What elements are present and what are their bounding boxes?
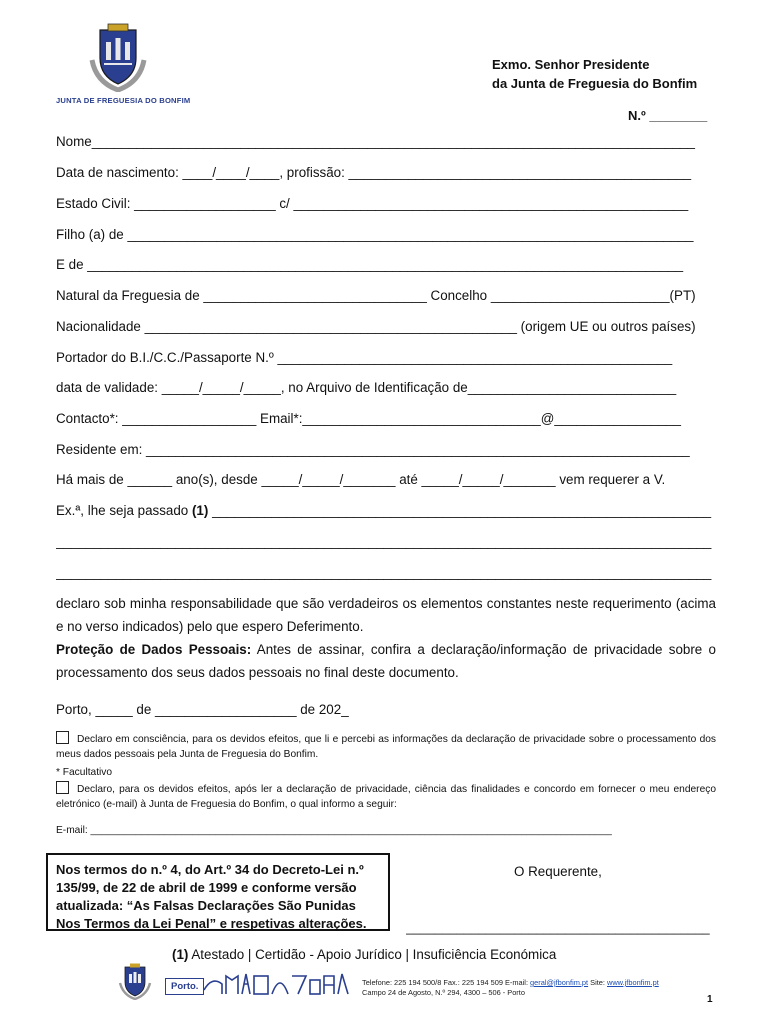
contact-info	[362, 978, 659, 998]
email-consent-item	[56, 781, 716, 812]
footnote-text: Atestado | Certidão - Apoio Jurídico | Insuficiência Económica	[188, 947, 557, 962]
email-consent-checkbox[interactable]	[56, 781, 69, 794]
id-validity-field[interactable]: data de validade: _____/_____/_____, no Arquivo de Identificação de____________________________	[56, 380, 677, 395]
porto-skyline-logo	[202, 970, 352, 998]
footnote-marker: (1)	[172, 947, 189, 962]
signature-line[interactable]: __________________________________________	[406, 920, 710, 935]
porto-badge: Porto.	[165, 978, 204, 995]
responsibility-declaration: declaro sob minha responsabilidade que são verdadeiros os elementos constantes neste requerimento (acima e no verso indicados) pelo que espero Deferimento.	[56, 596, 716, 634]
request-purpose-line-2[interactable]: ________________________________________________________________________________________	[56, 534, 712, 549]
footer-crest-logo	[116, 962, 154, 1000]
residence-duration-field[interactable]: Há mais de ______ ano(s), desde _____/_____/_______ até _____/_____/_______ vem requerer a V.	[56, 472, 666, 487]
privacy-consent-item	[56, 731, 716, 762]
father-field[interactable]: Filho (a) de ____________________________________________________________________________	[56, 227, 694, 242]
contact-email-field[interactable]: Contacto*: __________________ Email*:________________________________@_________________	[56, 411, 681, 426]
request-purpose-line-3[interactable]: ________________________________________________________________________________________	[56, 565, 712, 580]
id-document-field[interactable]: Portador do B.I./C.C./Passaporte N.º _____________________________________________________	[56, 350, 673, 365]
birthdate-profession-field[interactable]: Data de nascimento: ____/____/____, profissão: ______________________________________________	[56, 165, 692, 180]
privacy-consent-checkbox[interactable]	[56, 731, 69, 744]
email-link[interactable]: geral@jfbonfim.pt	[530, 978, 589, 987]
marital-status-field[interactable]: Estado Civil: ___________________ c/ _____________________________________________________	[56, 196, 689, 211]
privacy-notice: Proteção de Dados Pessoais: Antes de assinar, confira a declaração/informação de privacidade sobre o processamento dos seus dados pessoais no final deste documento.	[56, 642, 716, 680]
footnote	[172, 947, 556, 962]
optional-label: * Facultativo	[56, 767, 113, 778]
footnote-ref: (1)	[191, 503, 209, 518]
request-purpose-field[interactable]: Ex.ª, lhe seja passado (1) ___________________________________________________________________	[56, 503, 712, 518]
date-place-field[interactable]: Porto, _____ de ___________________ de 202_	[56, 702, 349, 717]
addressee-block	[492, 55, 697, 93]
organization-name: JUNTA DE FREGUESIA DO BONFIM	[56, 96, 191, 105]
name-field[interactable]: Nome_________________________________________________________________________________	[56, 134, 695, 149]
request-number-field[interactable]: N.º ________	[628, 108, 708, 123]
website-link[interactable]: www.jfbonfim.pt	[607, 978, 659, 987]
mother-field[interactable]: E de ________________________________________________________________________________	[56, 257, 684, 272]
email-consent-text: Declaro, para os devidos efeitos, após ler a declaração de privacidade, ciência das finalidades e concordo em fornecer o meu endereço eletrónico (e-mail) à Junta de Freguesia do Bonfim, o qual informo a seguir:	[56, 784, 716, 810]
birthplace-field[interactable]: Natural da Freguesia de ______________________________ Concelho ________________________(PT)	[56, 288, 696, 303]
addressee-line-2: da Junta de Freguesia do Bonfim	[492, 76, 698, 91]
consent-email-field[interactable]: E-mail: ____________________________________________________________________________________________	[56, 825, 612, 836]
residence-field[interactable]: Residente em: _________________________________________________________________________	[56, 442, 690, 457]
privacy-consent-text: Declaro em consciência, para os devidos efeitos, que li e percebi as informações da declaração de privacidade sobre o processamento dos meus dados pessoais pela Junta de Freguesia do Bonfim.	[56, 734, 716, 760]
page-number: 1	[707, 994, 713, 1005]
legal-notice-box: Nos termos do n.º 4, do Art.º 34 do Decreto-Lei n.º 135/99, de 22 de abril de 1999 e conforme versão atualizada: “As Falsas Declarações São Punidas Nos Termos da Lei Penal” e respetivas alterações.	[46, 853, 390, 931]
applicant-label: O Requerente,	[514, 864, 602, 879]
contact-line-2: Campo 24 de Agosto, N.º 294, 4300 – 506 - Porto	[362, 988, 525, 997]
contact-line-1: Telefone: 225 194 500/8 Fax.: 225 194 509 E-mail: geral@jfbonfim.pt Site: www.jfbonfim.pt	[362, 978, 659, 987]
privacy-title: Proteção de Dados Pessoais:	[56, 642, 252, 657]
parish-crest-logo	[82, 20, 154, 92]
nationality-field[interactable]: Nacionalidade __________________________________________________ (origem UE ou outros países)	[56, 319, 696, 334]
addressee-line-1: Exmo. Senhor Presidente	[492, 57, 650, 72]
